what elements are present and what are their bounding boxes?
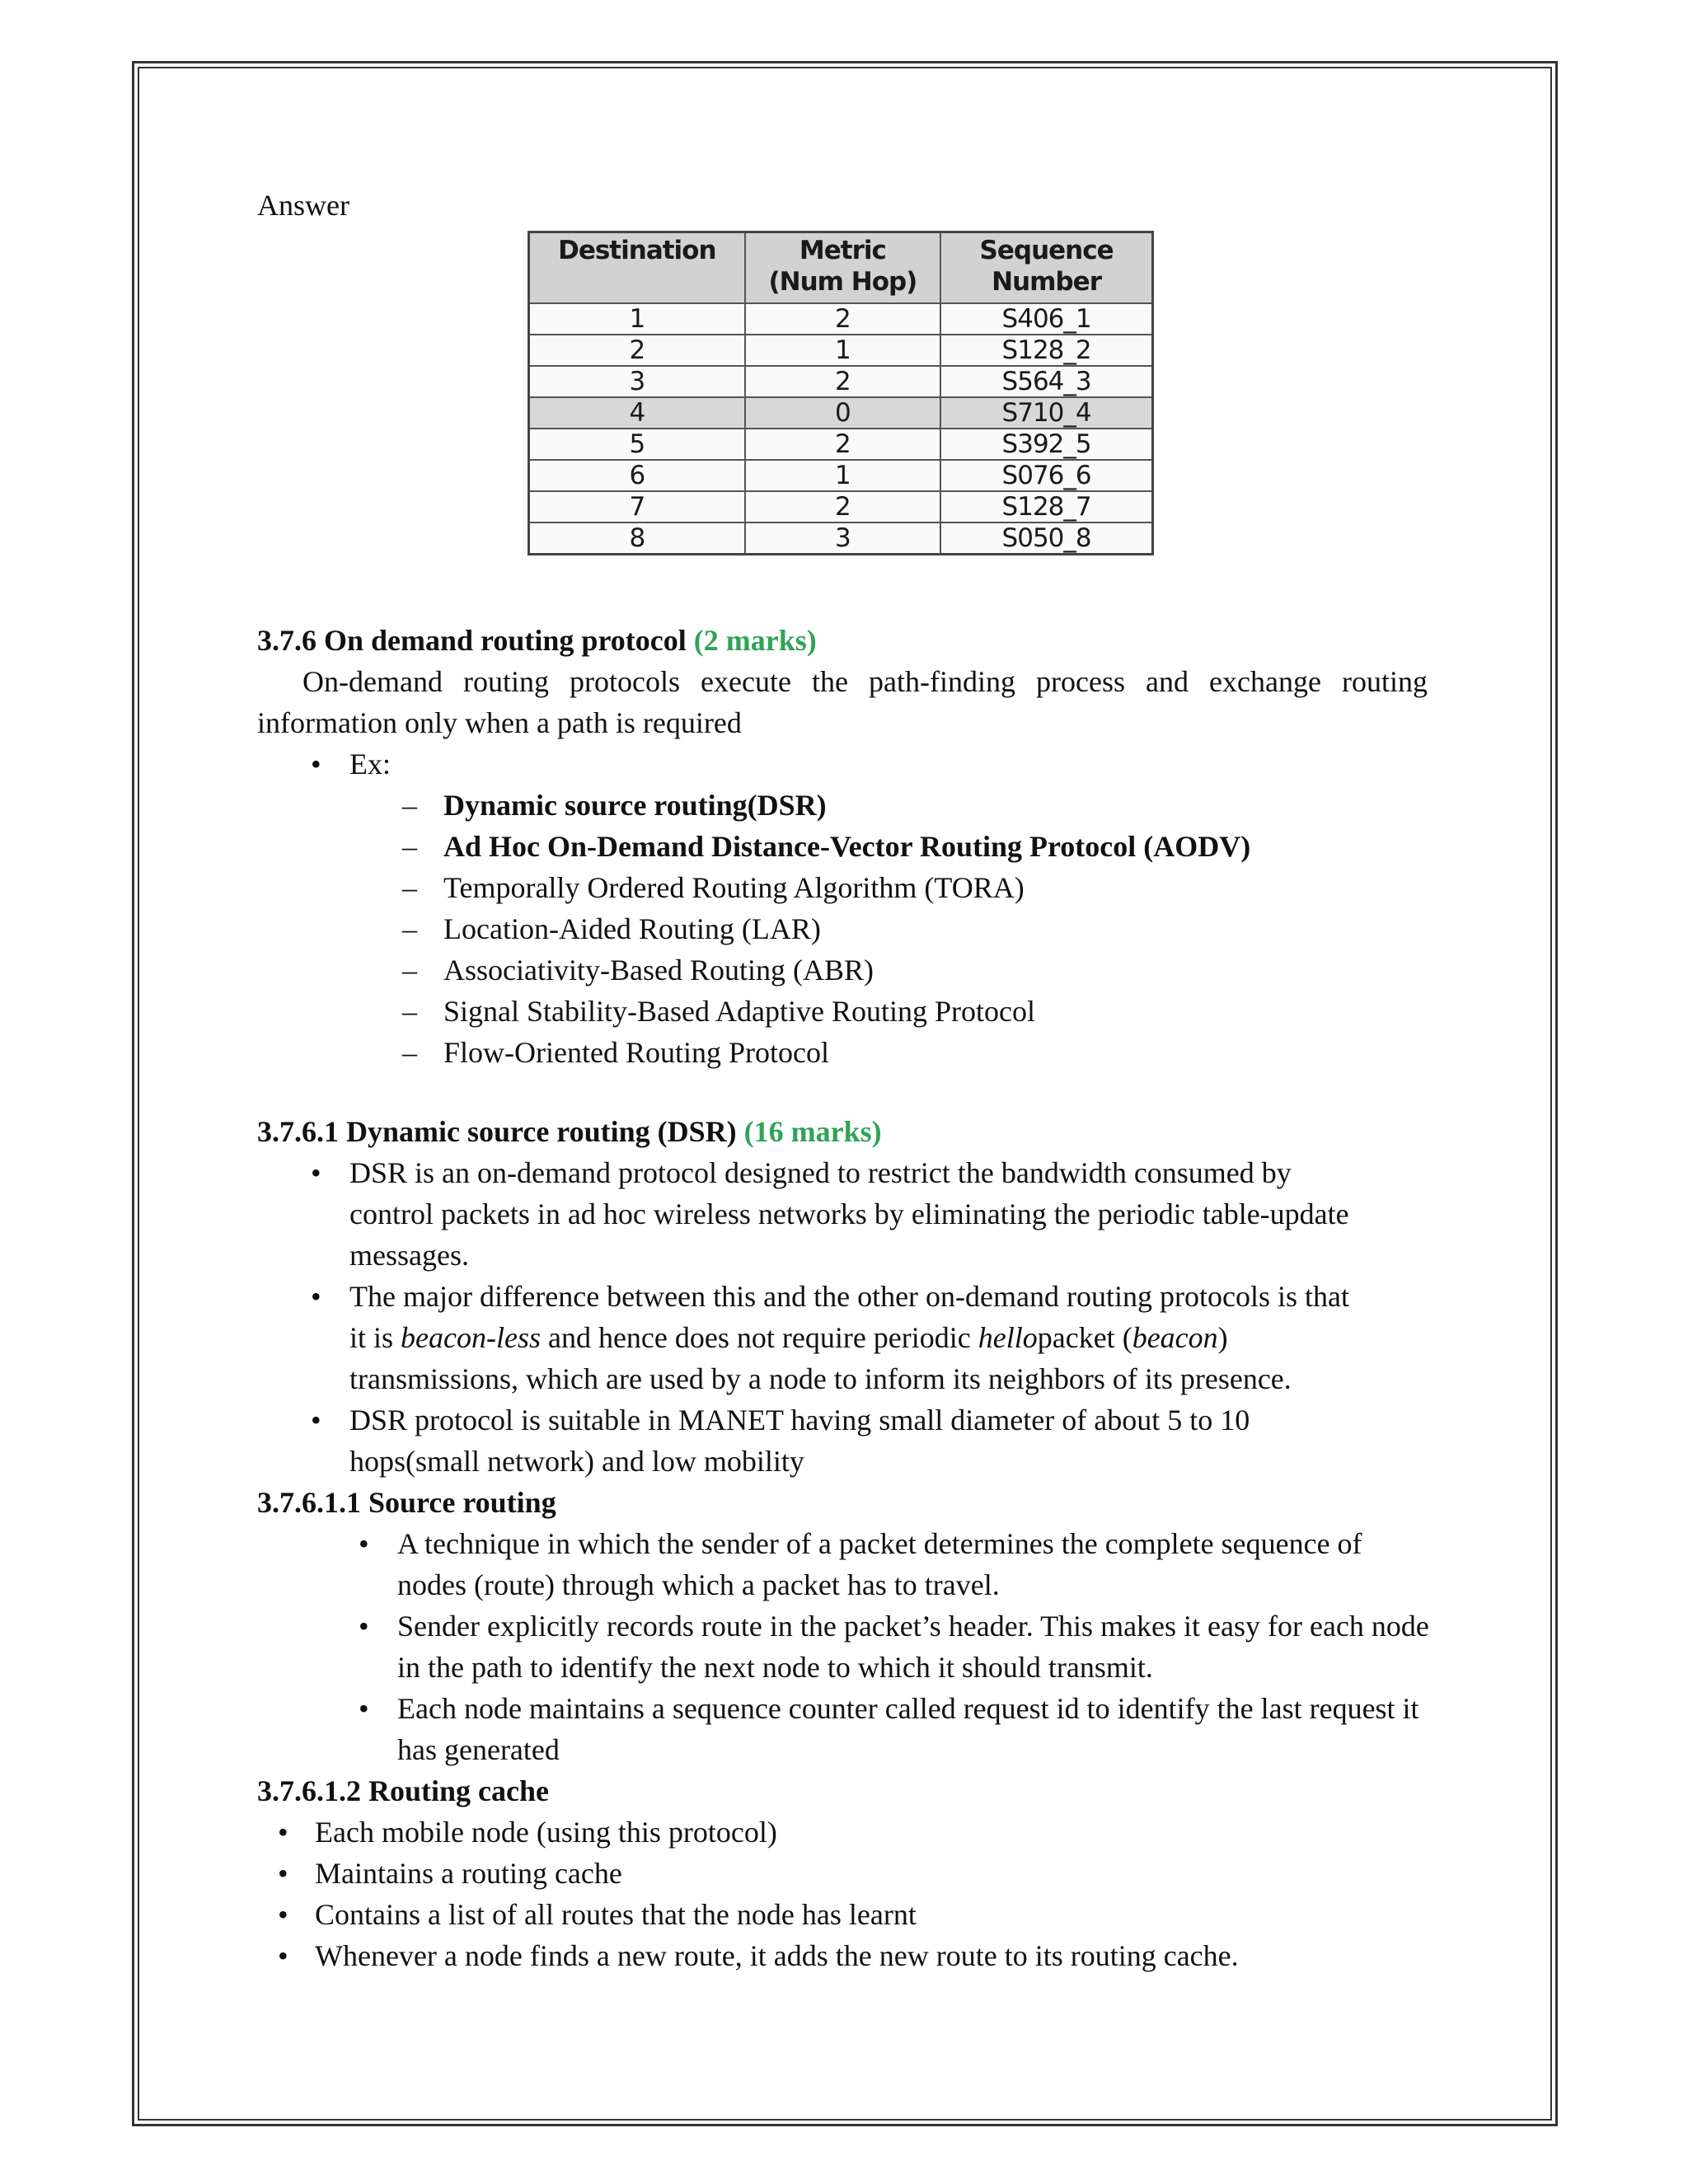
list-item: • Maintains a routing cache [278, 1857, 622, 1890]
section-3-7-6-1-2 [257, 1770, 1428, 1976]
cell: 2 [529, 335, 745, 366]
answer-block [257, 185, 1428, 226]
list-item: – Associativity-Based Routing (ABR) [402, 954, 874, 987]
marks-badge: (16 marks) [743, 1115, 882, 1148]
marks-badge: (2 marks) [693, 624, 817, 657]
routing-table [528, 231, 1154, 555]
section-3-7-6-1 [257, 1111, 1428, 1482]
section-3-7-6 [257, 620, 1428, 1073]
cell: 8 [529, 523, 745, 555]
cell: 5 [529, 429, 745, 460]
header-metric: Metric (Num Hop) [745, 232, 941, 304]
list-item: – Flow-Oriented Routing Protocol [402, 1036, 829, 1069]
cell: 1 [745, 460, 941, 491]
paragraph: On-demand routing protocols execute the path-finding process and exchange routing information only when a path is required [257, 665, 1428, 739]
cell: 1 [745, 335, 941, 366]
cell: 2 [745, 429, 941, 460]
list-item: – Ad Hoc On-Demand Distance-Vector Routing Protocol (AODV) [402, 830, 1251, 863]
section-heading: 3.7.6.1 Dynamic source routing (DSR) (16 marks) [257, 1115, 882, 1148]
cell: 7 [529, 491, 745, 523]
cell: S564_3 [940, 366, 1152, 397]
example-list [257, 743, 1428, 785]
header-destination: Destination [529, 232, 745, 304]
cell: S128_2 [940, 335, 1152, 366]
table-row [529, 366, 1153, 397]
bullet-list [257, 1152, 1355, 1482]
table-row [529, 523, 1153, 555]
list-item: – Dynamic source routing(DSR) [402, 789, 827, 822]
cell: 3 [529, 366, 745, 397]
cell: S710_4 [940, 397, 1152, 429]
bullet-list [257, 1811, 1428, 1976]
list-item: • The major difference between this and the other on-demand routing protocols is that it is beacon-less and hence does not require periodic hellopacket (beacon) transmissions, which are used by a node to inform its neighbors of its presence. [311, 1280, 1349, 1395]
list-item: – Temporally Ordered Routing Algorithm (TORA) [402, 871, 1025, 904]
answer-label: Answer [257, 189, 349, 222]
table-row-highlighted [529, 397, 1153, 429]
cell: S128_7 [940, 491, 1152, 523]
list-item: • DSR is an on-demand protocol designed to restrict the bandwidth consumed by control packets in ad hoc wireless networks by eliminating the periodic table-update messages. [311, 1156, 1349, 1272]
list-item: – Signal Stability-Based Adaptive Routing Protocol [402, 995, 1035, 1028]
list-item: • Ex: [311, 748, 391, 780]
cell: 4 [529, 397, 745, 429]
table-row [529, 335, 1153, 366]
cell: 2 [745, 303, 941, 335]
cell: 6 [529, 460, 745, 491]
section-heading: 3.7.6.1.1 Source routing [257, 1486, 556, 1519]
list-item: – Location-Aided Routing (LAR) [402, 912, 821, 945]
list-item: • Whenever a node finds a new route, it adds the new route to its routing cache. [278, 1939, 1239, 1972]
header-sequence: Sequence Number [940, 232, 1152, 304]
list-item: • Each node maintains a sequence counter called request id to identify the last request it has generated [359, 1692, 1419, 1766]
list-item: • DSR protocol is suitable in MANET having small diameter of about 5 to 10 hops(small network) and low mobility [311, 1404, 1250, 1478]
section-heading: 3.7.6.1.2 Routing cache [257, 1774, 549, 1807]
cell: 3 [745, 523, 941, 555]
list-item: • Contains a list of all routes that the node has learnt [278, 1898, 917, 1931]
list-item: • Sender explicitly records route in the packet’s header. This makes it easy for each node in the path to identify the next node to which it should transmit. [359, 1610, 1429, 1684]
cell: S392_5 [940, 429, 1152, 460]
bullet-list [257, 1523, 1436, 1770]
table-row [529, 491, 1153, 523]
cell: 1 [529, 303, 745, 335]
cell: 0 [745, 397, 941, 429]
list-item: • Each mobile node (using this protocol) [278, 1816, 777, 1849]
cell: 2 [745, 491, 941, 523]
cell: S406_1 [940, 303, 1152, 335]
section-3-7-6-1-1 [257, 1482, 1428, 1770]
cell: S050_8 [940, 523, 1152, 555]
cell: S076_6 [940, 460, 1152, 491]
cell: 2 [745, 366, 941, 397]
section-heading: 3.7.6 On demand routing protocol (2 marks) [257, 624, 817, 657]
table-row [529, 303, 1153, 335]
table-header-row [529, 232, 1153, 304]
table-row [529, 460, 1153, 491]
dash-list [257, 785, 1428, 1073]
list-item: • A technique in which the sender of a packet determines the complete sequence of nodes (route) through which a packet has to travel. [359, 1527, 1362, 1601]
table-row [529, 429, 1153, 460]
